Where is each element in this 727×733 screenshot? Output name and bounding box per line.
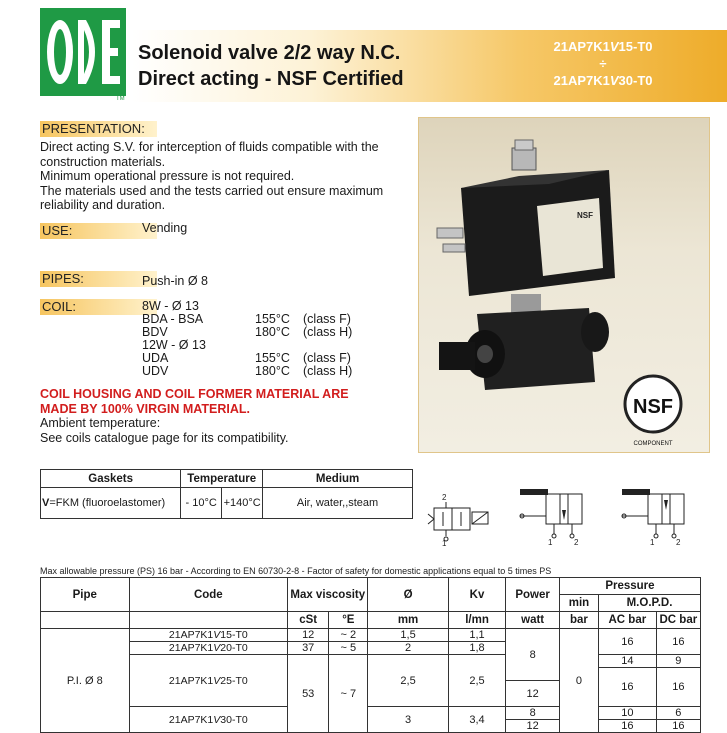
medium-value: Air, water,,steam (263, 488, 413, 519)
svg-text:COMPONENT: COMPONENT (633, 441, 673, 447)
kv-cell: 1,1 (448, 629, 506, 642)
col-power: Power (506, 578, 560, 612)
code-cell: 21AP7K1V20-T0 (129, 642, 288, 655)
unit-e: °E (329, 612, 368, 629)
ode-logo (38, 6, 130, 102)
col-code: Code (129, 578, 288, 612)
e-cell: ~ 2 (329, 629, 368, 642)
dc-cell: 16 (656, 720, 700, 733)
kv-cell: 3,4 (448, 707, 506, 733)
unit-lmn: l/mn (448, 612, 506, 629)
svg-text:1: 1 (650, 538, 655, 546)
cst-cell: 12 (288, 629, 329, 642)
dc-cell: 9 (656, 655, 700, 668)
code-cell: 21AP7K1V15-T0 (129, 629, 288, 642)
coil-heading: COIL: (40, 299, 157, 315)
page-title: Solenoid valve 2/2 way N.C. Direct acting - NSF Certified (138, 42, 404, 90)
presentation-text: Direct acting S.V. for interception of fluids compatible with the construction materials. Minimum operational pressure is not required. The materials used and the tests carried out ensure maximum reliability and duration. (40, 140, 384, 212)
e-cell: ~ 5 (329, 642, 368, 655)
use-value: Vending (142, 221, 188, 235)
col-pressure: Pressure (559, 578, 700, 595)
presentation-heading: PRESENTATION: (40, 121, 157, 137)
kv-cell: 2,5 (448, 655, 506, 707)
mm-cell: 3 (368, 707, 448, 733)
ac-cell: 16 (599, 720, 657, 733)
section-symbol-closed (516, 486, 586, 551)
dc-cell: 6 (656, 707, 700, 720)
ac-cell: 10 (599, 707, 657, 720)
dc-cell: 16 (656, 629, 700, 655)
code-cell: 21AP7K1V25-T0 (129, 655, 288, 707)
col-viscosity: Max viscosity (288, 578, 368, 612)
section-symbol-open (618, 486, 688, 551)
gasket-material: V=FKM (fluoroelastomer) (41, 488, 181, 519)
svg-text:2: 2 (442, 493, 447, 502)
pipes-heading: PIPES: (40, 271, 157, 287)
e-cell: ~ 7 (329, 655, 368, 733)
table-row (41, 707, 701, 720)
ac-cell: 16 (599, 668, 657, 707)
svg-text:2: 2 (676, 538, 681, 546)
code-cell: 21AP7K1V30-T0 (129, 707, 288, 733)
material-notice: COIL HOUSING AND COIL FORMER MATERIAL ARE MADE BY 100% VIRGIN MATERIAL. Ambient temperature: See coils catalogue page for its compatibility. (40, 387, 349, 445)
mm-cell: 2 (368, 642, 448, 655)
table-row (41, 629, 701, 642)
col-min: min (559, 595, 598, 612)
unit-blank (41, 612, 130, 629)
unit-ac: AC bar (599, 612, 657, 629)
unit-watt: watt (506, 612, 560, 629)
power-cell: 12 (506, 720, 560, 733)
nsf-component-badge (614, 370, 692, 448)
col-pipe: Pipe (41, 578, 130, 612)
col-diameter: Ø (368, 578, 448, 612)
mm-cell: 1,5 (368, 629, 448, 642)
cst-cell: 37 (288, 642, 329, 655)
unit-mm: mm (368, 612, 448, 629)
pipes-value: Push-in Ø 8 (142, 274, 209, 288)
mm-cell: 2,5 (368, 655, 448, 707)
ac-cell: 16 (599, 629, 657, 655)
gaskets-table (40, 469, 413, 519)
pressure-note: Max allowable pressure (PS) 16 bar - According to EN 60730-2-8 - Factor of safety for domestic applications equal to 5 times PS (40, 566, 552, 576)
svg-text:1: 1 (442, 539, 447, 546)
temp-max: +140°C (222, 488, 263, 519)
unit-cst: cSt (288, 612, 329, 629)
temp-min: - 10°C (181, 488, 222, 519)
cst-cell: 53 (288, 655, 329, 733)
pipe-cell: P.I. Ø 8 (41, 629, 130, 733)
gaskets-header: Gaskets (41, 470, 181, 488)
unit-bar: bar (559, 612, 598, 629)
ac-cell: 14 (599, 655, 657, 668)
power-cell: 8 (506, 707, 560, 720)
coil-specs: 8W - Ø 13 BDA - BSA 155°C (class F) BDV 180°C (class H) 12W - Ø 13 UDA 155°C (class F) UDV 180°C (class H) (142, 299, 353, 378)
dc-cell: 16 (656, 668, 700, 707)
code-range: 21AP7K1V15-T0 ÷ 21AP7K1V30-T0 (553, 39, 653, 88)
col-mopd: M.O.P.D. (599, 595, 701, 612)
use-heading: USE: (40, 223, 157, 239)
svg-text:NSF: NSF (633, 396, 673, 418)
svg-text:TM: TM (116, 96, 125, 102)
svg-text:NSF: NSF (577, 211, 593, 220)
kv-cell: 1,8 (448, 642, 506, 655)
unit-dc: DC bar (656, 612, 700, 629)
unit-blank (129, 612, 288, 629)
spec-table (40, 577, 701, 733)
power-cell: 8 (506, 629, 560, 681)
table-row (41, 655, 701, 668)
temperature-header: Temperature (181, 470, 263, 488)
svg-text:2: 2 (574, 538, 579, 546)
svg-text:1: 1 (548, 538, 553, 546)
medium-header: Medium (263, 470, 413, 488)
col-kv: Kv (448, 578, 506, 612)
min-cell: 0 (559, 629, 598, 733)
power-cell: 12 (506, 681, 560, 707)
iso-valve-symbol (426, 490, 494, 551)
